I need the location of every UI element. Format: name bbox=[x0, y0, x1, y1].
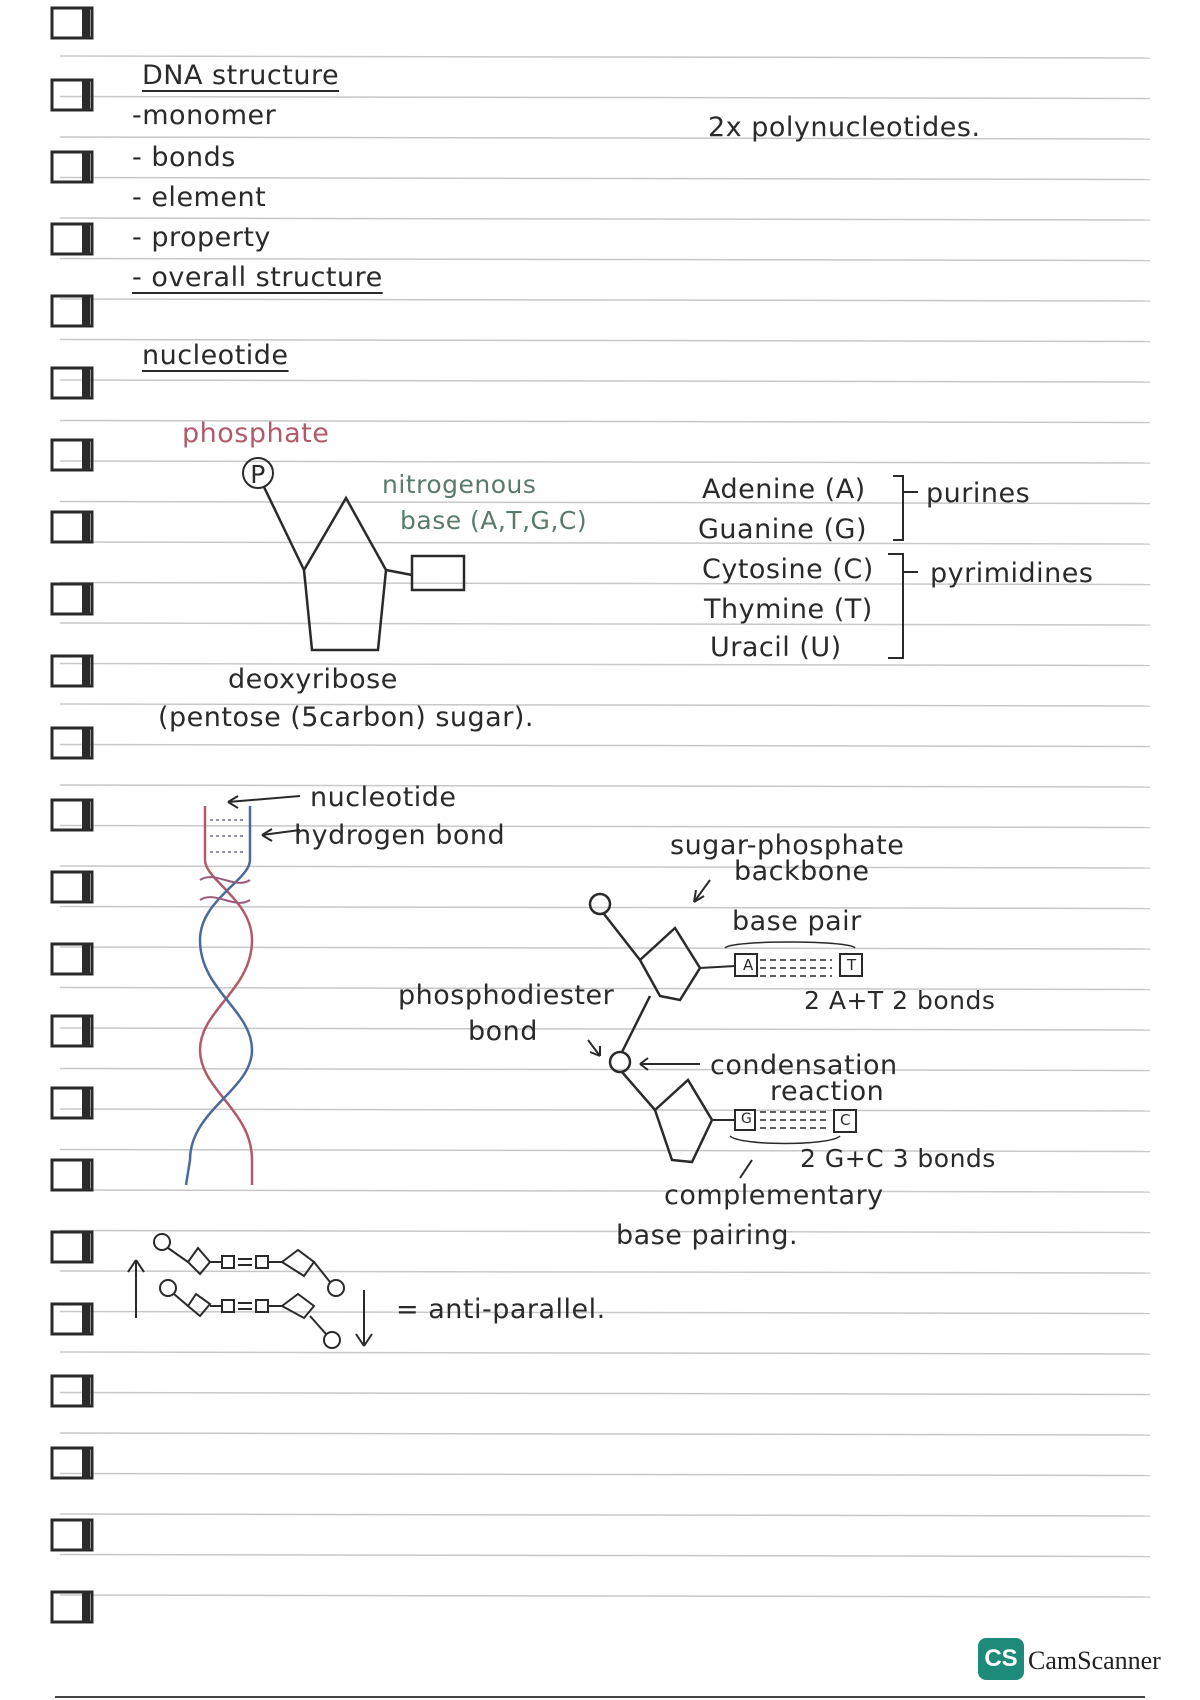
gc-bonds-label: 2 G+C 3 bonds bbox=[800, 1144, 996, 1173]
list-item-element: - element bbox=[132, 182, 267, 213]
complementary-label-2: base pairing. bbox=[616, 1220, 799, 1251]
condensation-label-1: condensation bbox=[710, 1050, 898, 1081]
antiparallel-label: = anti-parallel. bbox=[396, 1294, 606, 1325]
nitrogenous-label-2: base (A,T,G,C) bbox=[400, 506, 588, 535]
base-uracil: Uracil (U) bbox=[710, 632, 842, 663]
base-cytosine: Cytosine (C) bbox=[702, 554, 874, 585]
box-c-label: C bbox=[840, 1111, 851, 1129]
phosphodiester-label-2: bond bbox=[468, 1016, 538, 1047]
side-note: 2x polynucleotides. bbox=[708, 112, 981, 143]
backbone-label-1: sugar-phosphate bbox=[670, 830, 905, 861]
box-t-label: T bbox=[847, 956, 857, 974]
phosphate-label: phosphate bbox=[182, 418, 330, 449]
camscanner-name: CamScanner bbox=[1028, 1646, 1161, 1675]
helix-label-nucleotide: nucleotide bbox=[310, 782, 457, 813]
phosphate-symbol: P bbox=[250, 460, 266, 489]
phosphodiester-label-1: phosphodiester bbox=[398, 980, 615, 1011]
sugar-label-1: deoxyribose bbox=[228, 664, 398, 695]
list-item-bonds: - bonds bbox=[132, 142, 236, 173]
camscanner-logo: CS bbox=[978, 1638, 1024, 1680]
purines-label: purines bbox=[926, 478, 1031, 509]
backbone-label-2: backbone bbox=[734, 856, 870, 887]
at-bonds-label: 2 A+T 2 bonds bbox=[804, 986, 996, 1015]
pyrimidines-label: pyrimidines bbox=[930, 558, 1094, 589]
condensation-label-2: reaction bbox=[770, 1076, 885, 1107]
list-item-monomer: -monomer bbox=[132, 100, 277, 131]
page-title: DNA structure bbox=[142, 60, 340, 91]
base-thymine: Thymine (T) bbox=[704, 594, 873, 625]
box-g-label: G bbox=[741, 1111, 753, 1127]
base-guanine: Guanine (G) bbox=[698, 514, 867, 545]
base-adenine: Adenine (A) bbox=[702, 474, 866, 505]
sugar-label-2: (pentose (5carbon) sugar). bbox=[158, 702, 534, 733]
base-pair-label: base pair bbox=[732, 906, 862, 937]
nitrogenous-label-1: nitrogenous bbox=[382, 470, 537, 499]
box-a-label: A bbox=[743, 956, 754, 974]
bottom-rule bbox=[55, 1696, 1145, 1698]
list-item-overall-structure: - overall structure bbox=[132, 262, 383, 293]
helix-label-hydrogen-bond: hydrogen bond bbox=[294, 820, 506, 851]
list-item-property: - property bbox=[132, 222, 271, 253]
nucleotide-heading: nucleotide bbox=[142, 340, 289, 371]
complementary-label-1: complementary bbox=[664, 1180, 884, 1211]
